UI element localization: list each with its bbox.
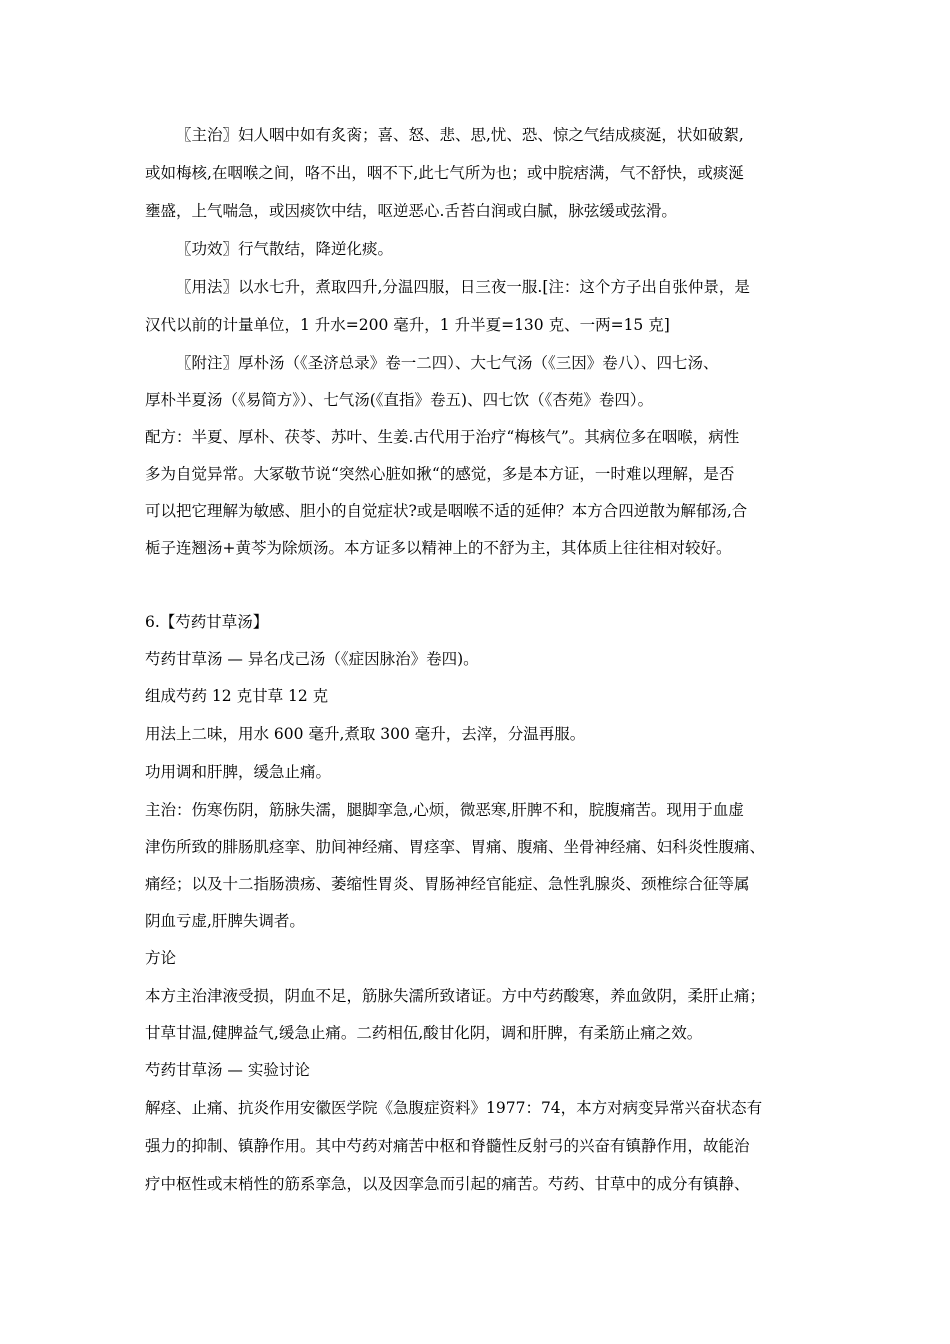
text-line: 甘草甘温,健脾益气,缓急止痛。二药相伍,酸甘化阴，调和肝脾，有柔筋止痛之效。	[145, 1024, 703, 1042]
text-line: 〖用法〗以水七升，煮取四升,分温四服，日三夜一服.[注：这个方子出自张仲景，是	[176, 278, 750, 296]
text-line: 解痉、止痛、抗炎作用安徽医学院《急腹症资料》1977：74，本方对病变异常兴奋状态有	[145, 1099, 763, 1117]
subheading: 方论	[145, 949, 177, 967]
text-line: 痛经；以及十二指肠溃疡、萎缩性胃炎、胃肠神经官能症、急性乳腺炎、颈椎综合征等属	[145, 875, 750, 893]
text-line: 汉代以前的计量单位，1 升水=200 毫升，1 升半夏=130 克、一两=15 克]	[145, 316, 670, 334]
text-line: 主治：伤寒伤阴，筋脉失濡，腿脚挛急,心烦，微恶寒,肝脾不和，脘腹痛苦。现用于血虚	[145, 801, 744, 819]
text-line: 〖主治〗妇人咽中如有炙脔；喜、怒、悲、思,忧、恐、惊之气结成痰涎，状如破絮,	[176, 126, 744, 144]
text-line: 用法上二味，用水 600 毫升,煮取 300 毫升，去滓，分温再服。	[145, 725, 586, 743]
text-line: 可以把它理解为敏感、胆小的自觉症状?或是咽喉不适的延伸？本方合四逆散为解郁汤,合	[145, 502, 748, 520]
text-line: 〖附注〗厚朴汤（《圣济总录》卷一二四）、大七气汤（《三因》卷八）、四七汤、	[176, 354, 719, 372]
text-line: 本方主治津液受损，阴血不足，筋脉失濡所致诸证。方中芍药酸寒，养血敛阴，柔肝止痛；	[145, 987, 766, 1005]
text-line: 津伤所致的腓肠肌痉挛、肋间神经痛、胃痉挛、胃痛、腹痛、坐骨神经痛、妇科炎性腹痛、	[145, 838, 766, 856]
subheading: 芍药甘草汤 — 实验讨论	[145, 1061, 310, 1079]
text-line: 配方：半夏、厚朴、茯苓、苏叶、生姜.古代用于治疗“梅核气”。其病位多在咽喉，病性	[145, 428, 740, 446]
text-line: 栀子连翘汤+黄芩为除烦汤。本方证多以精神上的不舒为主，其体质上往往相对较好。	[145, 539, 732, 557]
text-line: 芍药甘草汤 — 异名戊己汤（《症因脉治》卷四)。	[145, 650, 479, 668]
text-line: 组成芍药 12 克甘草 12 克	[145, 687, 329, 705]
text-line: 功用调和肝脾，缓急止痛。	[145, 763, 332, 781]
text-line: 疗中枢性或末梢性的筋系挛急，以及因挛急而引起的痛苦。芍药、甘草中的成分有镇静、	[145, 1175, 750, 1193]
text-line: 厚朴半夏汤（《易简方》）、七气汤(《直指》卷五)、四七饮（《杏苑》卷四）。	[145, 391, 654, 409]
text-line: 〖功效〗行气散结，降逆化痰。	[176, 240, 394, 258]
text-line: 或如梅核,在咽喉之间，咯不出，咽不下,此七气所为也；或中脘痞满，气不舒快，或痰涎	[145, 164, 744, 182]
text-line: 阴血亏虚,肝脾失调者。	[145, 912, 305, 930]
section-heading: 6.【芍药甘草汤】	[145, 613, 269, 631]
text-line: 强力的抑制、镇静作用。其中芍药对痛苦中枢和脊髓性反射弓的兴奋有镇静作用，故能治	[145, 1137, 750, 1155]
text-line: 多为自觉异常。大冢敬节说“突然心脏如揪“的感觉，多是本方证，一时难以理解，是否	[145, 465, 735, 483]
text-line: 壅盛，上气喘急，或因痰饮中结，呕逆恶心.舌苔白润或白腻，脉弦缓或弦滑。	[145, 202, 677, 220]
